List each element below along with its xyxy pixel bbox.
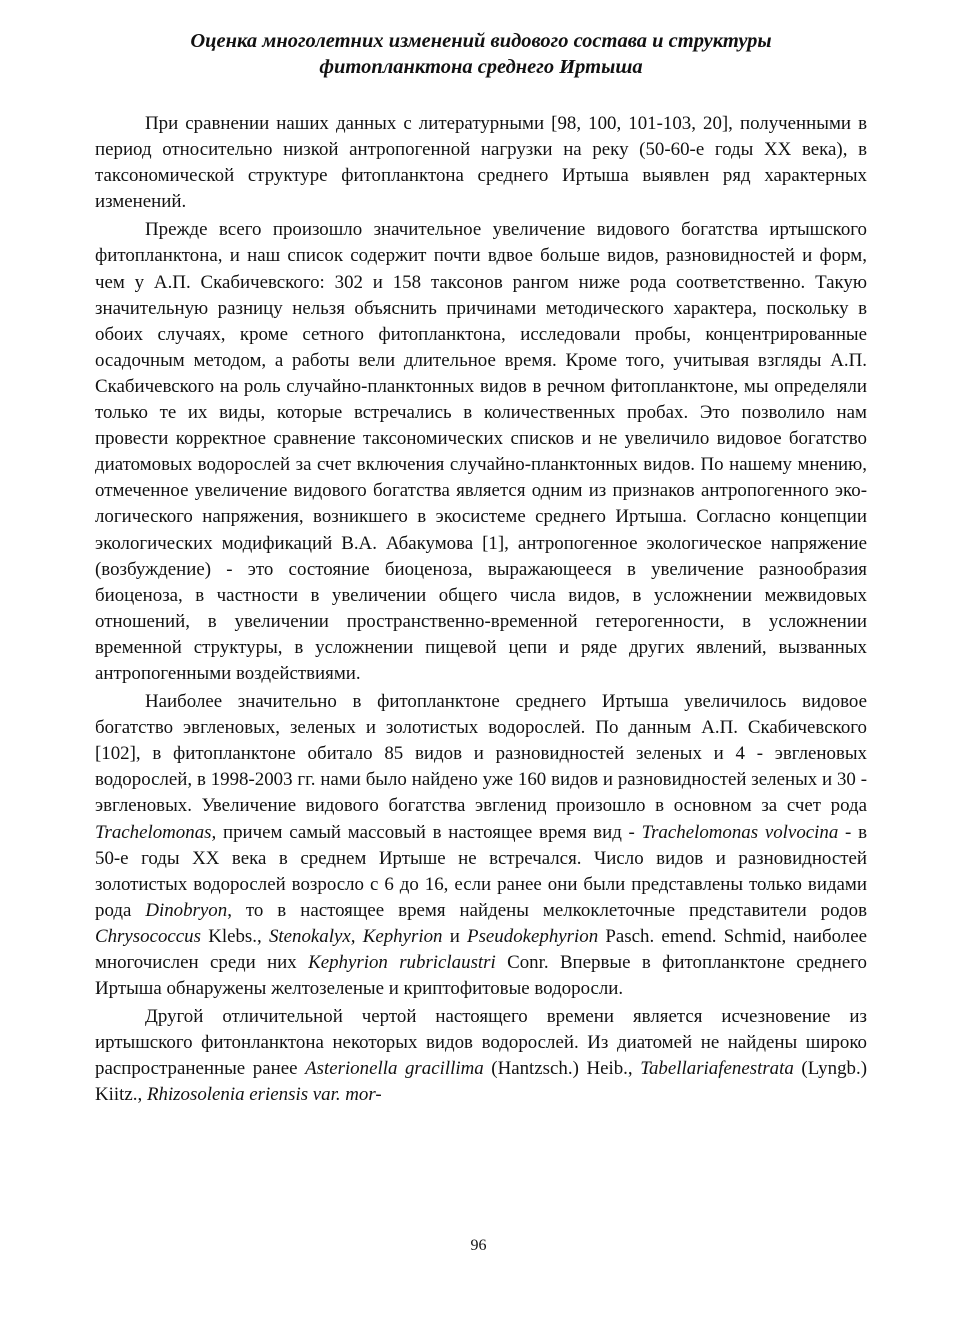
- paragraph-4: [95, 1004, 867, 1108]
- paragraph-1: [95, 111, 867, 215]
- taxon-name-italic: Dinobryon: [145, 899, 228, 921]
- paragraph-text: причем самый массовый в настоящее время вид -: [216, 821, 642, 843]
- taxon-name-italic: Pseudokephyrion: [467, 925, 599, 947]
- taxon-name-italic: Stenokalyx, Kephyrion: [268, 925, 443, 947]
- paragraph-text: Conr. Впервые в фитопланктоне среднего Иртыша обнаружены желтозеленые и криптофитовые водоросли.: [95, 952, 867, 1000]
- title-line-2: фитопланктона среднего Иртыша: [319, 56, 643, 78]
- taxon-name-italic: Chrysococcus: [95, 925, 201, 947]
- taxon-name-italic: Rhizosolenia eriensis var. mor-: [146, 1084, 382, 1106]
- taxon-name-italic: Asterionella gracillima: [305, 1058, 484, 1080]
- paragraph-text: - в 50-е годы XX века в среднем Иртыше не встречался. Число видов и разновидностей золотистых водорослей возросло с 6 до 16, если ранее они были представлены только видами рода: [95, 821, 868, 921]
- paragraph-text: Наиболее значительно в фитопланктоне среднего Иртыша увеличилось видовое богатство эвгленовых, зеленых и золотистых водорослей. По данным А.П. Скабичевского [102], в фитопланктоне обитало 85 видов и разновидностей зеленых и 4 - эвгленовых водорослей, в 1998-2003 гг. нами было найдено уже 160 видов и разновидностей зеленых и 30 - эвгленовых. Увеличение видового богатства эвгленид произошло в основном за счет рода: [95, 691, 867, 817]
- page-number: 96: [470, 1237, 487, 1254]
- paragraph-text: При сравнении наших данных с литературными [98, 100, 101-103, 20], полученными в период относительно низкой антропогенной нагрузки на реку (50-60-е годы XX века), в таксономической структуре фитопланктона среднего Иртыша выявлен ряд характерных изменений.: [95, 113, 867, 213]
- paragraph-2: [95, 217, 867, 687]
- paragraph-3: [95, 689, 867, 1002]
- paragraph-text: Другой отличительной чертой настоящего времени является исчезновение из иртышского фитонланктона некоторых видов водорослей. Из диатомей не найдены широко распространенные ранее: [95, 1006, 867, 1080]
- title-line-1: Оценка многолетних изменений видового состава и структуры: [190, 30, 772, 52]
- paragraph-text: (Hantzsch.) Heib.,: [483, 1058, 641, 1080]
- taxon-name-italic: Tabellariafenestrata: [640, 1058, 794, 1080]
- taxon-name-italic: Trachelomonas,: [95, 821, 217, 843]
- paragraph-text: и: [442, 925, 468, 947]
- taxon-name-italic: Kephyrion rubriclaustri: [308, 952, 496, 973]
- paragraph-text: Прежде всего произошло значительное увеличение видового богатства иртышского фитопланктона, и наш список содержит почти вдвое больше видов, разновидностей и форм, чем у А.П. Скабичевского: 302 и 158 таксонов рангом ниже рода соответственно. Такую значительную разницу нельзя объяснить причинами методического характера, поскольку в обоих случаях, кроме сетного фитопланктона, исследовали пробы, концентрированные осадочным методом, а работы вели длительное время. Кроме того, учитывая взгляды А.П. Скабичевского на роль случайно-планктонных видов в речном фитопланктоне, мы определяли только те их виды, которые встречались в количественных пробах. Это позволило нам провести корректное сравнение таксономических списков и не увеличило видовое богатство диатомовых водорослей за счет включения случайно-планктонных видов. По нашему мнению, отмеченное увеличение видового богатства является одним из признаков антропогенного экологического напряжения, возникшего в экосистеме среднего Иртыша. Согласно концепции экологических модификаций В.А. Абакумова [1], антропогенное экологическое напряжение (возбуждение) - это состояние биоценоза, выражающееся в увеличение разнообразия биоценоза, в частности в увеличении общего числа видов, в усложнении межвидовых отношений, в увеличении пространственно-временной гетерогенности, в усложнении временной структуры, в усложнении пищевой цепи и ряде других явлений, вызванных антропогенными воздействиями.: [95, 219, 867, 684]
- paragraph-text: (Lyngb.) Kiitz.,: [95, 1058, 867, 1106]
- paragraph-text: Klebs.,: [200, 925, 269, 947]
- document-page: [95, 28, 867, 1109]
- paragraph-text: , то в настоящее время найдены мелкоклеточные представители родов: [227, 899, 867, 921]
- page-title: [95, 28, 867, 80]
- taxon-name-italic: Trachelomonas volvocina: [641, 821, 839, 843]
- paragraph-text: Pasch. emend. Schmid, наиболее многочислен среди них: [95, 925, 867, 973]
